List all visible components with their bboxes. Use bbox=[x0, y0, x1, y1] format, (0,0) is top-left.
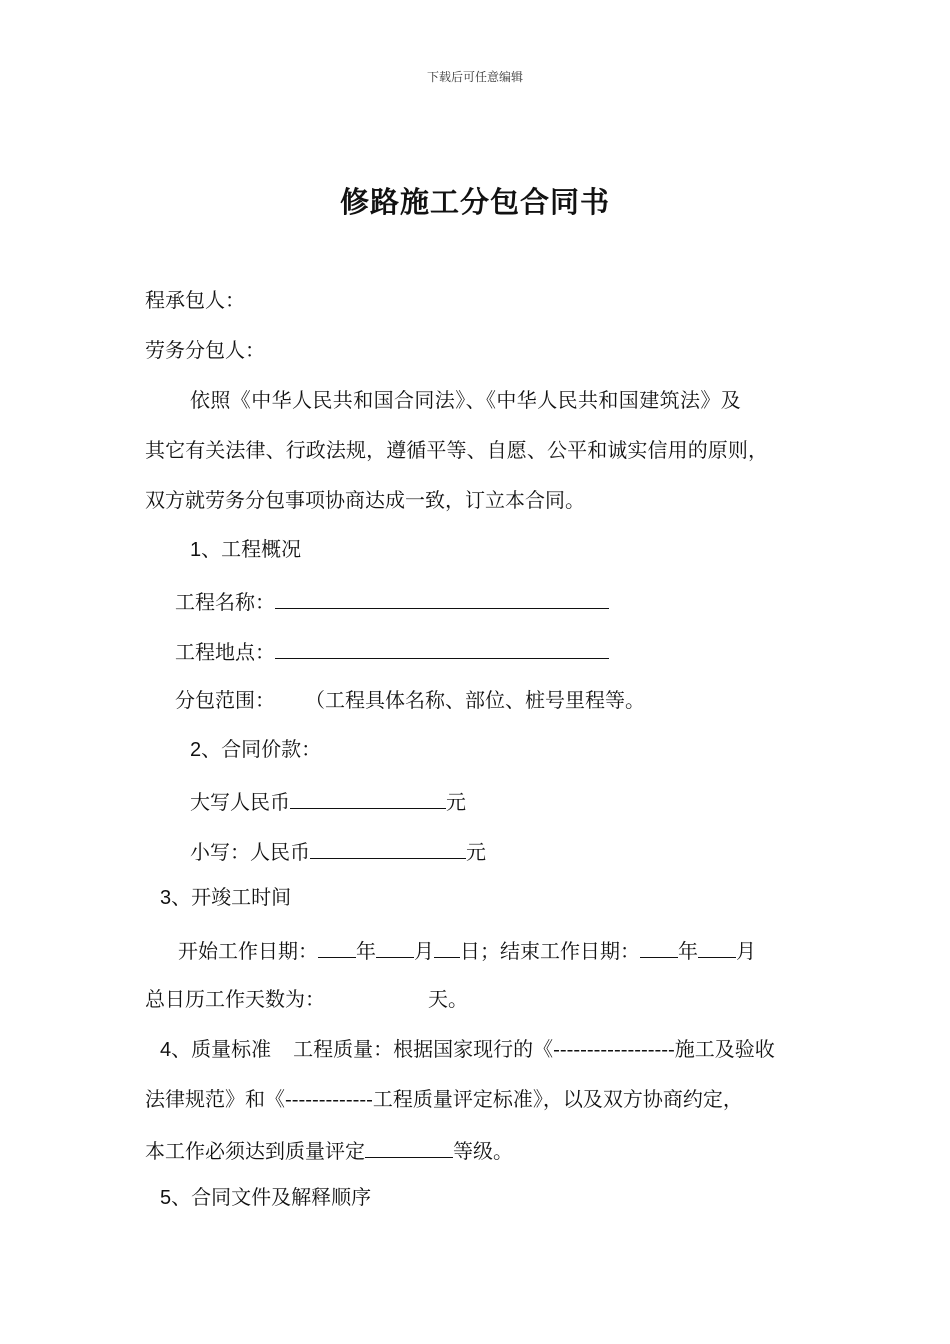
section-4-heading: 4、质量标准 bbox=[160, 1039, 272, 1061]
section-5-heading: 5、合同文件及解释顺序 bbox=[160, 1187, 372, 1209]
subcontractor-label: 劳务分包人： bbox=[145, 338, 265, 362]
project-location-blank[interactable] bbox=[275, 638, 609, 659]
start-year-unit: 年 bbox=[356, 939, 376, 963]
page-header: 下载后可任意编辑 bbox=[426, 70, 523, 84]
document-title: 修路施工分包合同书 bbox=[339, 185, 610, 219]
section-1-heading: 1、工程概况 bbox=[190, 539, 302, 561]
section-3-heading: 3、开竣工时间 bbox=[160, 887, 292, 909]
project-location-row bbox=[175, 638, 609, 664]
total-days-row bbox=[145, 987, 468, 1011]
total-days-label: 总日历工作天数为： bbox=[145, 987, 325, 1011]
start-year-blank[interactable] bbox=[318, 937, 356, 958]
section-2-heading: 2、合同价款： bbox=[190, 739, 322, 761]
preamble-line-3: 双方就劳务分包事项协商达成一致，订立本合同。 bbox=[145, 488, 585, 512]
scope-text: （工程具体名称、部位、桩号里程等。 bbox=[305, 688, 645, 712]
quality-row-1 bbox=[160, 1037, 775, 1062]
price-upper-row bbox=[190, 788, 466, 814]
contractor-label: 程承包人： bbox=[145, 288, 245, 312]
quality-line-1: 工程质量：根据国家现行的《------------------施工及验收 bbox=[293, 1037, 775, 1061]
price-lower-label: 小写：人民币 bbox=[190, 840, 310, 864]
quality-line-3-end: 等级。 bbox=[453, 1139, 513, 1163]
quality-row-3 bbox=[145, 1137, 513, 1163]
price-lower-row bbox=[190, 838, 486, 864]
quality-line-2: 法律规范》和《-------------工程质量评定标准》，以及双方协商约定， bbox=[145, 1087, 743, 1111]
project-location-label: 工程地点： bbox=[175, 640, 275, 664]
start-month-unit: 月 bbox=[414, 939, 434, 963]
end-month-unit: 月 bbox=[736, 939, 756, 963]
scope-label: 分包范围： bbox=[175, 688, 275, 712]
end-month-blank[interactable] bbox=[698, 937, 736, 958]
end-year-unit: 年 bbox=[678, 939, 698, 963]
project-name-blank[interactable] bbox=[275, 588, 609, 609]
project-name-label: 工程名称： bbox=[175, 590, 275, 614]
price-upper-label: 大写人民币 bbox=[190, 790, 290, 814]
preamble-line-2: 其它有关法律、行政法规，遵循平等、自愿、公平和诚实信用的原则， bbox=[145, 438, 769, 462]
price-upper-unit: 元 bbox=[446, 790, 466, 814]
end-date-label: 结束工作日期： bbox=[500, 939, 640, 963]
preamble-line-1: 依照《中华人民共和国合同法》、《中华人民共和国建筑法》及 bbox=[190, 388, 742, 412]
start-month-blank[interactable] bbox=[376, 937, 414, 958]
scope-row bbox=[175, 688, 645, 712]
start-day-blank[interactable] bbox=[434, 937, 460, 958]
schedule-row bbox=[178, 937, 756, 963]
quality-line-3: 本工作必须达到质量评定 bbox=[145, 1139, 365, 1163]
price-lower-unit: 元 bbox=[466, 840, 486, 864]
start-date-label: 开始工作日期： bbox=[178, 939, 318, 963]
project-name-row bbox=[175, 588, 609, 614]
price-upper-blank[interactable] bbox=[290, 788, 446, 809]
start-day-unit: 日； bbox=[460, 939, 500, 963]
quality-grade-blank[interactable] bbox=[365, 1137, 453, 1158]
total-days-unit: 天。 bbox=[428, 987, 468, 1011]
price-lower-blank[interactable] bbox=[310, 838, 466, 859]
end-year-blank[interactable] bbox=[640, 937, 678, 958]
